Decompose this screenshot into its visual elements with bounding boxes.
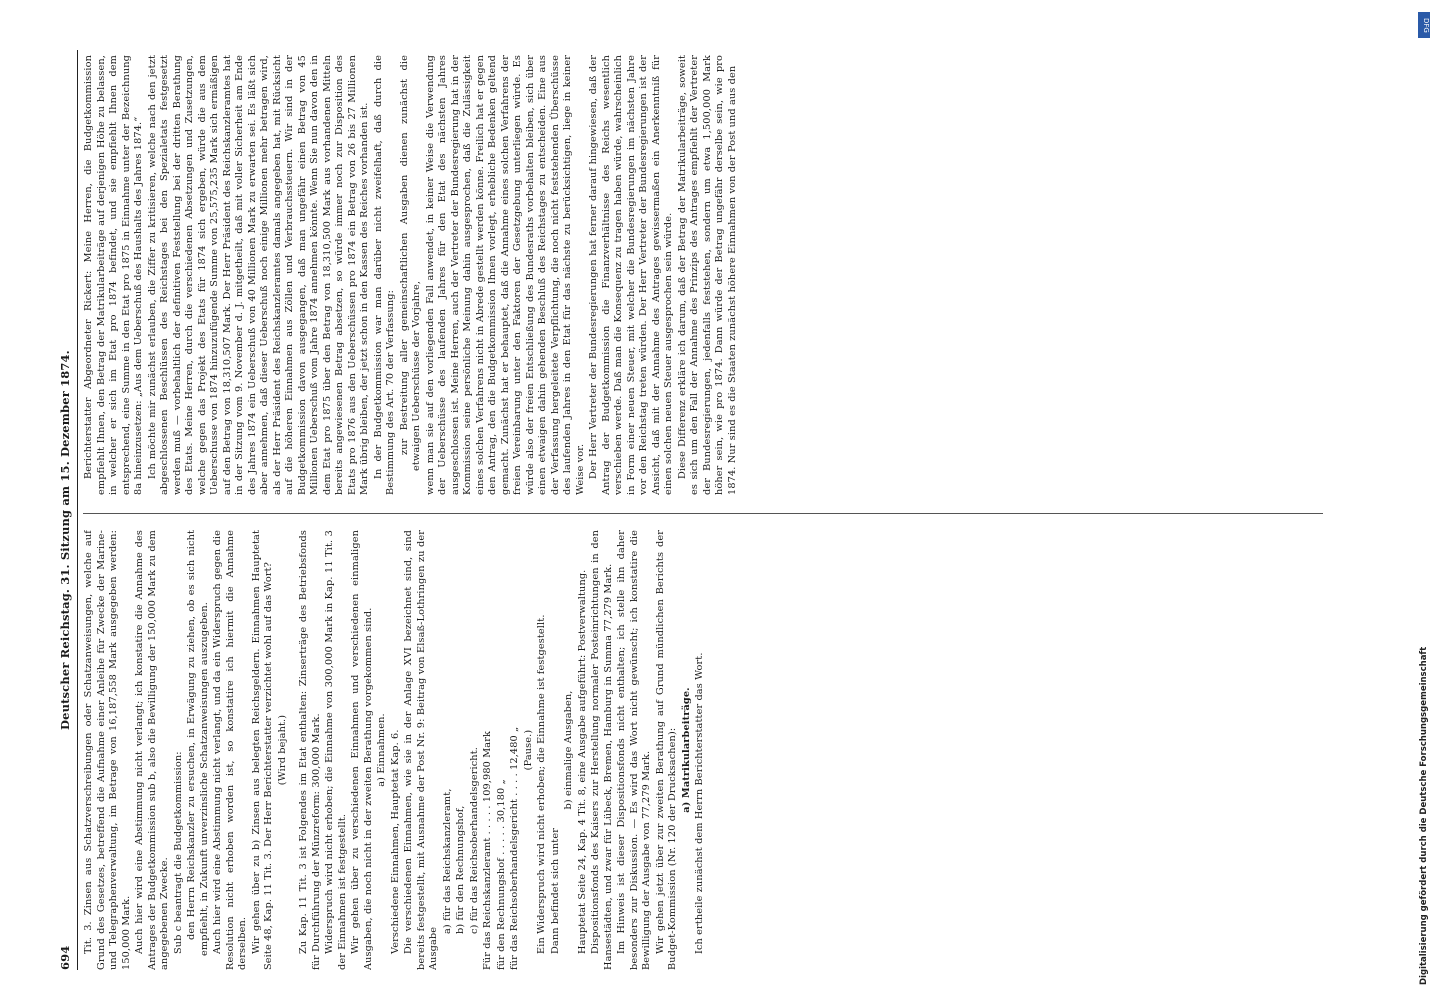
paragraph: Die verschiedenen Einnahmen, wie sie in der Anlage XVI bezeichnet sind, sind bereits festgestellt, mit Ausnahme der Post Nr. 9: Beitrag von Elsaß-Lothringen zu der Ausgabe [403,530,439,970]
paragraph: Wir gehen über zu verschiedenen Einnahmen und verschiedenen einmaligen Ausgaben, die noch nicht in der zweiten Berathung vorgekommen sind. [350,530,374,970]
paragraph: Sub c beantragt die Budgetkommission: [172,751,184,954]
page-header [55,50,75,970]
paragraph: Widerspruch wird nicht erhoben; die Einnahme von 300,000 Mark in Kap. 11 Tit. 3 der Einnahmen ist festgestellt. [324,530,348,970]
amount-row: für den Rechnungshof . . . . . 30,180 „ [495,779,507,970]
dfg-logo-icon: DFG [1418,12,1430,38]
paragraph: zur Bestreitung aller gemeinschaftlichen Ausgaben dienen zunächst die etwaigen Ueberschüsse der Vorjahre, [398,55,422,471]
list-item: a) für das Reichskanzleramt, [441,788,453,934]
scanned-page [35,25,1415,985]
section-heading: a) Einnahmen. [376,713,387,787]
section-heading: a) Matrikularbeiträge. [680,687,692,813]
right-column [83,55,1333,495]
page-title: Deutscher Reichstag. 31. Sitzung am 15. Dezember 1874. [58,350,72,730]
paragraph: Wir gehen über zu b) Zinsen aus belegten Reichsgeldern. Einnahmen Hauptetat Seite 48, Kap. 11 Tit. 3. Der Herr Berichterstatter verzichtet wohl auf das Wort? [250,530,274,970]
paragraph: Wir gehen jetzt über zur zweiten Berathung auf Grund mündlichen Berichts der Budget-Kommission (Nr. 120 der Drucksachen): [654,530,678,970]
paragraph: den Herrn Reichskanzler zu ersuchen, in Erwägung zu ziehen, ob es sich nicht empfiehlt, in Zukunft unverzinsliche Schatzanweisungen auszugeben. [186,530,210,956]
paragraph: In der Budgetkommission war man darüber nicht zweifelhaft, daß durch die Bestimmung des Art. 70 der Verfassung: [372,55,396,495]
page-number: 694 [58,945,72,970]
paragraph: Ich ertheile zunächst dem Herrn Berichterstatter das Wort. [694,652,705,954]
paragraph: Im Hinweis ist dieser Dispositionsfonds nicht enthalten; ich stelle ihn daher besonders zur Diskussion. — Es wird das Wort nicht gewünscht; ich konstatire die Bewilligung der Ausgabe von 77,279 Mark. [616,530,652,970]
paragraph: (Wird bejaht.) [276,714,288,786]
paragraph: Ich möchte mir zunächst erlauben, die Ziffer zu kritisieren, welche nach den jetzt abgeschlossenen Beschlüssen des Reichstages bei den Spezialetats festgesetzt werden muß — vorbehaltlich der definitiven Feststellung bei der dritten Berathung des Etats. Meine Herren, durch die verschiedenen Absetzungen und Zusetzungen, welche gegen das Projekt des Etats für 1874 sich ergeben, würde die aus dem Ueberschusse von 1874 hinzuzufügende Summe von 25,575,235 Mark sich ermäßigen auf den Betrag von 18,310,507 Mark. Der Herr Präsident des Reichskanzleramtes hat in der Sitzung vom 9. November d. J. mitgetheilt, daß mit voller Sicherheit am Ende des Jahres 1874 ein Ueberschuß von 40 Millionen Mark zu erwarten sei. Es läßt sich aber annehmen, daß dieser Ueberschuß noch einige Millionen mehr betragen wird, als der Herr Präsident des Reichskanzleramtes damals angegeben hat, mit Rücksicht auf die höheren Einnahmen aus Zöllen und Verbrauchssteuern. Wir sind in der Budgetkommission davon ausgegangen, daß man ungefähr einen Betrag von 45 Millionen Ueberschuß vom Jahre 1874 annehmen könnte. Wenn Sie nun davon den in dem Etat pro 1875 über den Betrag von 18,310,500 Mark aus vorhandenen Mitteln bereits angewiesenen Betrag absetzen, so würde immer noch zur Disposition des Etats pro 1876 aus den Ueberschüssen pro 1874 ein Betrag von 26 bis 27 Millionen Mark übrig bleiben, der jetzt schon in den Kassen des Reiches vorhanden ist. [146,55,370,495]
paragraph: Diese Differenz erkläre ich darum, daß der Betrag der Matrikularbeiträge, soweit es sich um den Fall der Annahme des Prinzips des Antrages empfiehlt der Vertreter der Bundesregierungen, jedenfalls feststehen, sondern um etwa 1,500,000 Mark höher sein, wie pro 1874. Dann würde der Betrag ungefähr derselbe sein, wie pro 1874. Nur sind es die Staaten zunächst höhere Einnahmen von der Post und aus den [676,55,738,495]
left-column [83,530,1333,970]
list-item: b) für den Rechnungshof, [455,805,466,934]
header-rule [77,50,78,970]
paragraph: (Pause.) [522,729,534,771]
paragraph: wenn man sie auf den vorliegenden Fall anwendet, in keiner Weise die Verwendung der Ueberschüsse des laufenden Jahres für den Etat des nächsten Jahres ausgeschlossen ist. Meine Herren, auch der Vertreter der Bundesregierung hat in der Kommission seine persönliche Meinung dahin ausgesprochen, daß die Zulässigkeit eines solchen Verfahrens nicht in Abrede gestellt werden könne. Freilich hat er gegen den Antrag, den die Budgetkommission Ihnen vorlegt, erhebliche Bedenken geltend gemacht. Zunächst hat er behauptet, daß die Annahme eines solchen Verfahrens der freien Vereinbarung unter den Faktoren der Gesetzgebung unterliegen würde. Es würde also der freien Entschließung des Bundesraths vorbehalten bleiben, sich über einen etwaigen dahin gehenden Beschluß des Reichstages zu entscheiden. Eine aus der Verfassung hergeleitete Verpflichtung, die noch nicht feststehenden Überschüsse des laufenden Jahres in den Etat für das nächste zu berücksichtigen, liege in keiner Weise vor. [424,55,586,495]
paragraph: Verschiedene Einnahmen, Hauptetat Kap. 6. [389,729,401,954]
paragraph: Zu Kap. 11 Tit. 3 ist Folgendes im Etat enthalten: Zinserträge des Betriebsfonds für Durchführung der Münzreform: 300,000 Mark. [298,530,322,970]
paragraph: Ein Widerspruch wird nicht erhoben; die Einnahme ist festgestellt. [536,614,547,954]
paragraph: Dispositionsfonds des Kaisers zur Herstellung normaler Posteinrichtungen in den Hansestädten, und zwar für Lübeck, Bremen, Hamburg in Summa 77,279 Mark. [590,530,614,970]
paragraph: Berichterstatter Abgeordneter Rickert: Meine Herren, die Budgetkommission empfiehlt Ihnen, den Betrag der Matrikularbeiträge auf derjenigen Höhe zu belassen, in welcher er sich im Etat pro 1874 befindet, und sie empfiehlt Ihnen dem entsprechend, eine Summe in den Etat pro 1875 in Einnahme unter der Bezeichnung 8a hineinzusetzen: „Aus dem Ueberschuß des Haushalts des Jahres 1874.“ [83,55,144,495]
amount-row: Für das Reichskanzleramt . . . . . 109,980 Mark [482,730,493,970]
paragraph: Auch hier wird eine Abstimmung nicht verlangt, und da ein Widerspruch gegen die Resolution nicht erhoben worden ist, so konstatire ich hiermit die Annahme derselben. [212,530,248,970]
paragraph: Tit. 3. Zinsen aus Schatzverschreibungen oder Schatzanweisungen, welche auf Grund des Gesetzes, betreffend die Aufnahme einer Anleihe für Zwecke der Marine- und Telegraphenverwaltung, im Betrage von 16,187,558 Mark ausgegeben werden: 150,000 Mark. [83,530,132,970]
digitization-credit [1418,10,1430,990]
paragraph: Dann befindet sich unter [549,827,561,954]
list-item: c) für das Reichsoberhandelsgericht. [468,747,480,934]
paragraph: Der Herr Vertreter der Bundesregierungen hat ferner darauf hingewiesen, daß der Antrag der Budgetkommission die Finanzverhältnisse des Reichs wesentlich verschieben werde. Daß man die Konsequenz zu tragen haben würde, wahrscheinlich in Form einer neuen Steuer, mit welcher die Bundesregierungen im nächsten Jahre vor den Reichstag treten würden. Der Herr Vertreter der Bundesregierungen ist der Ansicht, daß mit der Annahme des Antrages gewissermaßen ein Anerkenntniß für einen solchen neuen Steuer ausgesprochen sein würde. [588,55,674,495]
rotated-page-content [55,50,1345,970]
paragraph: Auch hier wird eine Abstimmung nicht verlangt; ich konstatire die Annahme des Antrages der Budgetkommission sub b, also die Bewilligung der 150,000 Mark zu dem angegebenen Zwecke. [134,530,170,970]
section-heading: b) einmalige Ausgaben, [563,690,574,810]
credit-text: Digitalisierung gefördert durch die Deutsche Forschungsgemeinschaft [1419,646,1429,985]
column-divider [83,513,1323,514]
amount-row: für das Reichsoberhandelsgericht . . . . 12,480 „ [509,726,520,970]
paragraph: Hauptetat Seite 24, Kap. 4 Tit. 8, eine Ausgabe aufgeführt: Postverwaltung. [576,569,588,954]
